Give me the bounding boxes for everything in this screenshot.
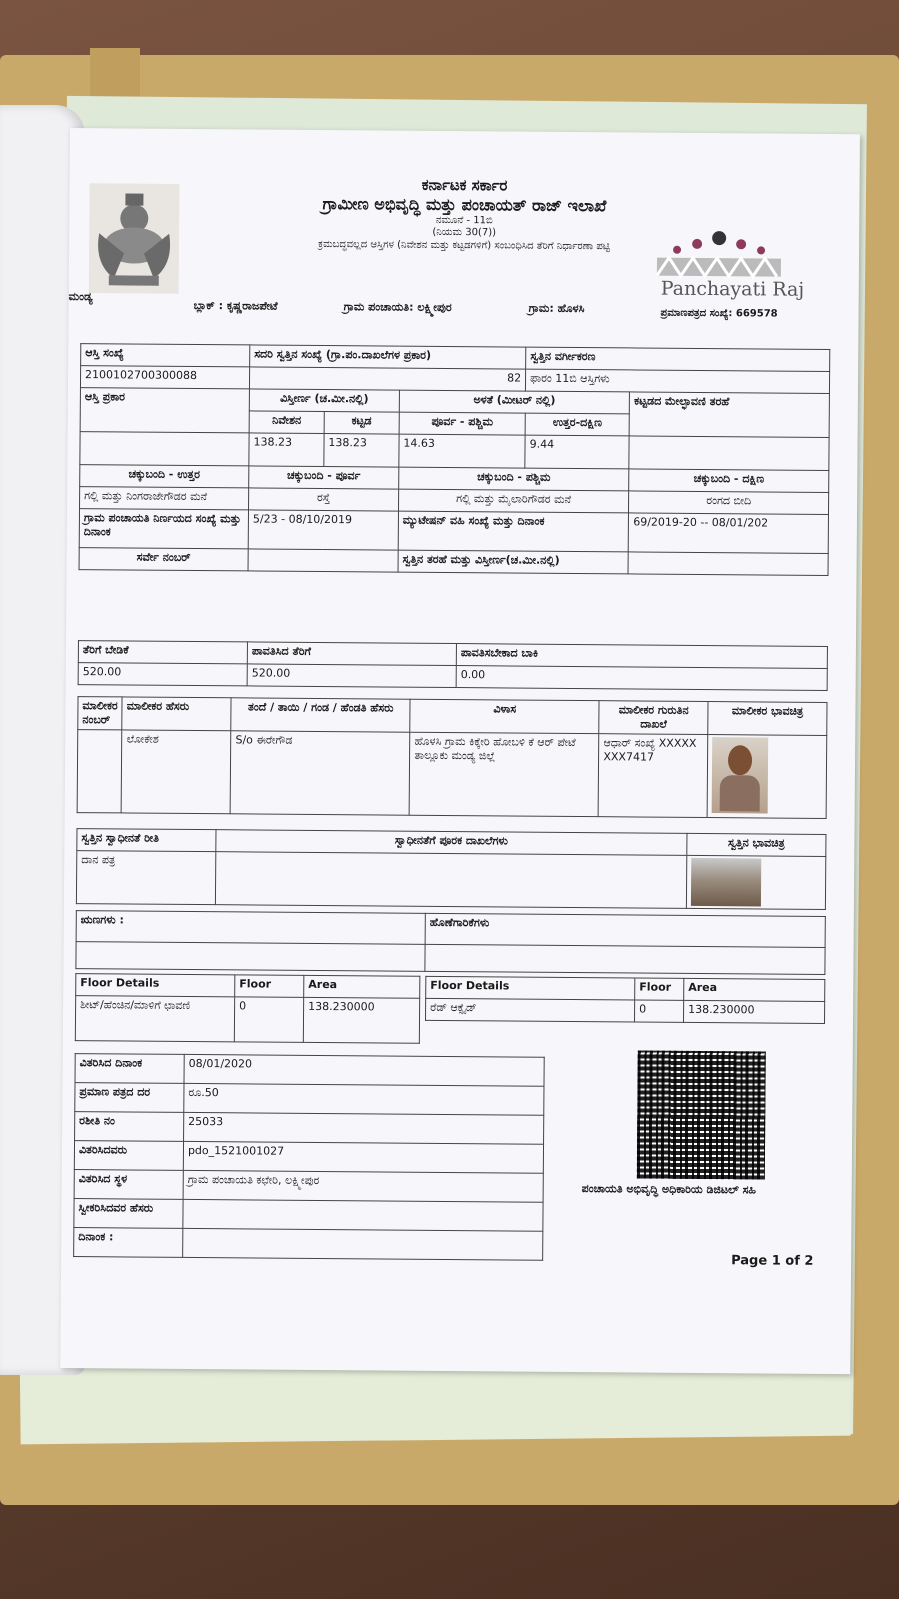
acquisition-table: [76, 828, 827, 910]
plot-area-value: 138.23: [249, 433, 324, 467]
north-south-value: 9.44: [525, 435, 629, 469]
survey-number-label: ಸರ್ವೇ ನಂಬರ್: [79, 548, 248, 571]
building-area-value: 138.23: [324, 434, 399, 468]
area-label: ವಿಸ್ತೀರ್ಣ (ಚ.ಮೀ.ನಲ್ಲಿ): [249, 389, 399, 412]
page-number: Page 1 of 2: [731, 1253, 814, 1269]
village-name: ಗ್ರಾಮ: ಹೊಳಸಿ: [528, 301, 585, 316]
boundary-east-label: ಚಕ್ಕುಬಂದಿ - ಪೂರ್ವ: [249, 466, 399, 489]
east-west-label: ಪೂರ್ವ - ಪಶ್ಚಿಮ: [399, 412, 525, 435]
issue-place-value: ಗ್ರಾಮ ಪಂಚಾಯತಿ ಕಛೇರಿ, ಲಕ್ಷ್ಮೀಪುರ: [183, 1170, 543, 1202]
floor-left-area: 138.230000: [303, 997, 419, 1043]
issue-place-label: ವಿತರಿಸಿದ ಸ್ಥಳ: [74, 1170, 183, 1200]
address-header: ವಿಳಾಸ: [410, 699, 599, 733]
property-table: [79, 343, 831, 576]
tax-due-value: 0.00: [456, 666, 827, 691]
document-sheet: [60, 128, 860, 1374]
property-type-value: [80, 432, 249, 466]
building-label: ಕಟ್ಟಡ: [324, 412, 399, 435]
receiver-name-label: ಸ್ವೀಕರಿಸಿದವರ ಹೆಸರು: [74, 1199, 183, 1229]
boundary-north-value: ಗಲ್ಲಿ ಮತ್ತು ನಿಂಗರಾಜೇಗೌಡರ ಮನೆ: [80, 487, 249, 510]
liabilities-value: [425, 944, 825, 974]
block-name: ಬ್ಲಾಕ್ : ಕೃಷ್ಣರಾಜಪೇಟೆ: [193, 298, 278, 313]
district-name: ಮಂಡ್ಯ: [68, 289, 93, 304]
header-line1: ಕರ್ನಾಟಕ ಸರ್ಕಾರ: [421, 175, 508, 195]
floor-left-floor-header: Floor: [235, 975, 304, 998]
dimension-label: ಅಳತೆ (ಮೀಟರ್ ನಲ್ಲಿ): [399, 390, 630, 414]
floor-details-left-header: Floor Details: [76, 974, 235, 997]
relation-header: ತಂದೆ / ತಾಯಿ / ಗಂಡ / ಹೆಂಡತಿ ಹೆಸರು: [231, 698, 410, 732]
id-doc-header: ಮಾಲೀಕರ ಗುರುತಿನ ದಾಖಲೆ: [599, 701, 708, 735]
tax-due-label: ಪಾವತಿಸಬೇಕಾದ ಬಾಕಿ: [456, 644, 827, 669]
owner-photo: [712, 737, 769, 813]
tax-demand-value: 520.00: [78, 663, 247, 686]
acquisition-method-label: ಸ್ವತ್ತಿನ ಸ್ವಾಧೀನತೆ ರೀತಿ: [77, 829, 216, 852]
classification-label: ಸ್ವತ್ತಿನ ವರ್ಗೀಕರಣ: [526, 347, 830, 371]
property-id-label: ಆಸ್ತಿ ಸಂಖ್ಯೆ: [81, 344, 250, 367]
encumbrances-value: [76, 942, 425, 972]
receipt-value: 25033: [184, 1112, 544, 1144]
floor-left-floor: 0: [234, 997, 303, 1043]
owner-photo-header: ಮಾಲೀಕರ ಭಾವಚಿತ್ರ: [708, 702, 827, 736]
qr-code: [637, 1050, 766, 1179]
boundary-west-label: ಚಕ್ಕುಬಂದಿ - ಪಶ್ಚಿಮ: [399, 467, 630, 491]
floor-details-right-header: Floor Details: [426, 976, 635, 1000]
floor-right-area: 138.230000: [683, 1000, 824, 1023]
tax-paid-label: ಪಾವತಿಸಿದ ತೆರಿಗೆ: [247, 642, 456, 666]
sadari-value: 82: [249, 367, 525, 391]
receiver-name-value: [183, 1199, 543, 1231]
boundary-north-label: ಚಕ್ಕುಬಂದಿ - ಉತ್ತರ: [80, 465, 249, 488]
receive-date-value: [183, 1228, 543, 1260]
issue-date-value: 08/01/2020: [184, 1054, 544, 1086]
issue-date-label: ವಿತರಿಸಿದ ದಿನಾಂಕ: [75, 1054, 184, 1084]
resolution-value: 5/23 - 08/10/2019: [248, 510, 398, 550]
mutation-value: 69/2019-20 -- 08/01/202: [628, 513, 828, 554]
property-photo-label: ಸ್ವತ್ತಿನ ಭಾವಚಿತ್ರ: [687, 833, 826, 856]
sadari-label: ಸದರಿ ಸ್ವತ್ತಿನ ಸಂಖ್ಯೆ (ಗ್ರಾ.ಪಂ.ದಾಖಲೆಗಳ ಪ್ರಕಾರ): [250, 345, 526, 369]
owner-number-header: ಮಾಲೀಕರ ನಂಬರ್: [78, 697, 123, 730]
tax-paid-value: 520.00: [247, 664, 456, 688]
floor-right-floor: 0: [634, 1000, 683, 1022]
property-id-value: 2100102700300088: [80, 366, 249, 389]
relation-value: S/o ಈರೇಗೌಡ: [230, 731, 410, 815]
classification-value: ಫಾರಂ 11ಬಿ ಆಸ್ತಿಗಳು: [526, 369, 830, 393]
boundary-west-value: ಗಲ್ಲಿ ಮತ್ತು ಮೈಲಾರಿಗೌಡರ ಮನೆ: [398, 489, 629, 513]
north-south-label: ಉತ್ತರ-ದಕ್ಷಿಣ: [525, 413, 629, 436]
east-west-value: 14.63: [399, 434, 526, 468]
floor-left-desc: ಶೀಟ್/ಹೆಂಚಿನ/ಮಾಳಿಗೆ ಛಾವಣಿ: [75, 996, 234, 1042]
form-number: ನಮೂನೆ - 11ಬಿ: [435, 214, 493, 227]
digital-signature-label: ಪಂಚಾಯತಿ ಅಭಿವೃದ್ಧಿ ಅಧಿಕಾರಿಯ ಡಿಜಿಟಲ್ ಸಹಿ: [581, 1182, 757, 1197]
floor-left-area-header: Area: [304, 975, 420, 998]
issue-details-table: [73, 1053, 545, 1261]
id-doc-value: ಆಧಾರ್ ಸಂಖ್ಯೆ XXXXXXXX7417: [598, 734, 708, 818]
roof-type-value: [629, 436, 829, 471]
owner-photo-cell: [707, 735, 826, 819]
owner-name-value: ಲೋಕೇಶ: [121, 730, 231, 814]
floor-right-area-header: Area: [684, 978, 825, 1001]
supporting-docs-value: [215, 852, 686, 909]
fee-value: ರೂ.50: [184, 1083, 544, 1115]
receipt-label: ರಶೀತಿ ನಂ: [75, 1112, 184, 1142]
floor-right-floor-header: Floor: [635, 978, 684, 1000]
issuer-value: pdo_1521001027: [183, 1141, 543, 1173]
liabilities-table: [75, 910, 825, 975]
survey-number-value: [248, 549, 398, 572]
owner-name-header: ಮಾಲೀಕರ ಹೆಸರು: [122, 697, 231, 731]
supporting-docs-label: ಸ್ವಾಧೀನತೆಗೆ ಪೂರಕ ದಾಖಲೆಗಳು: [216, 830, 687, 856]
tax-demand-label: ತೆರಿಗೆ ಬೇಡಿಕೆ: [78, 641, 247, 664]
resolution-label: ಗ್ರಾಮ ಪಂಚಾಯತಿ ನಿರ್ಣಯದ ಸಂಖ್ಯೆ ಮತ್ತು ದಿನಾಂಕ: [79, 509, 248, 549]
fee-label: ಪ್ರಮಾಣ ಪತ್ರದ ದರ: [75, 1083, 184, 1113]
rule-number: (ನಿಯಮ 30(7)): [432, 227, 497, 239]
roof-type-label: ಕಟ್ಟಡದ ಮೇಲ್ಛಾವಣಿ ತರಹೆ: [629, 392, 829, 438]
floor-right-desc: ರೆಡ್ ಆಕ್ಸೈಡ್: [426, 998, 635, 1022]
header-line2: ಗ್ರಾಮೀಣ ಅಭಿವೃದ್ಧಿ ಮತ್ತು ಪಂಚಾಯತ್ ರಾಜ್ ಇಲಾಖೆ: [322, 193, 607, 215]
boundary-south-label: ಚಕ್ಕುಬಂದಿ - ದಕ್ಷಿಣ: [629, 469, 829, 493]
address-value: ಹೊಳಸಿ ಗ್ರಾಮ ಕಿಕ್ಕೇರಿ ಹೋಬಳಿ ಕೆ ಆರ್ ಪೇಟೆ ತಾಲ್ಲೂಕು ಮಂಡ್ಯ ಜಿಲ್ಲೆ: [409, 732, 599, 816]
property-photo: [691, 858, 761, 907]
property-photo-cell: [686, 855, 825, 909]
liabilities-label: ಹೊಣೆಗಾರಿಕೆಗಳು: [425, 913, 825, 947]
floor-details-right: [425, 976, 825, 1024]
logo-text: Panchayati Raj: [660, 277, 805, 301]
issuer-label: ವಿತರಿಸಿದವರು: [74, 1141, 183, 1171]
form-description: ಕ್ರಮಬದ್ಧವಲ್ಲದ ಆಸ್ತಿಗಳ (ನಿವೇಶನ ಮತ್ತು ಕಟ್ಟಡಗಳಿಗೆ) ಸಂಬಂಧಿಸಿದ ತೆರಿಗೆ ನಿರ್ಧಾರಣಾ ಪಟ್ಟಿ: [318, 238, 611, 252]
plot-label: ನಿವೇಶನ: [249, 411, 324, 434]
receive-date-label: ದಿನಾಂಕ :: [74, 1228, 183, 1258]
boundary-south-value: ರಂಗದ ಬೀದಿ: [629, 491, 829, 515]
gram-panchayat-name: ಗ್ರಾಮ ಪಂಚಾಯತಿ: ಲಕ್ಷ್ಮೀಪುರ: [343, 300, 452, 315]
owner-number-value: [77, 730, 122, 813]
encumbrances-label: ಋಣಗಳು :: [76, 911, 425, 945]
property-kind-label: ಸ್ವತ್ತಿನ ತರಹೆ ಮತ್ತು ವಿಸ್ತೀರ್ಣ(ಚ.ಮೀ.ನಲ್ಲಿ): [398, 550, 629, 574]
property-type-label: ಆಸ್ತಿ ಪ್ರಕಾರ: [80, 388, 249, 433]
certificate-number: ಪ್ರಮಾಣಪತ್ರದ ಸಂಖ್ಯೆ: 669578: [660, 307, 778, 320]
boundary-east-value: ರಸ್ತೆ: [249, 488, 399, 511]
tax-table: [78, 640, 828, 691]
property-kind-value: [628, 552, 828, 576]
owner-table: [77, 696, 828, 819]
floor-details-left: [75, 973, 421, 1044]
mutation-label: ಮ್ಯುಟೇಷನ್ ವಹಿ ಸಂಖ್ಯೆ ಮತ್ತು ದಿನಾಂಕ: [398, 511, 629, 552]
acquisition-method-value: ದಾನ ಪತ್ರ: [76, 851, 215, 905]
